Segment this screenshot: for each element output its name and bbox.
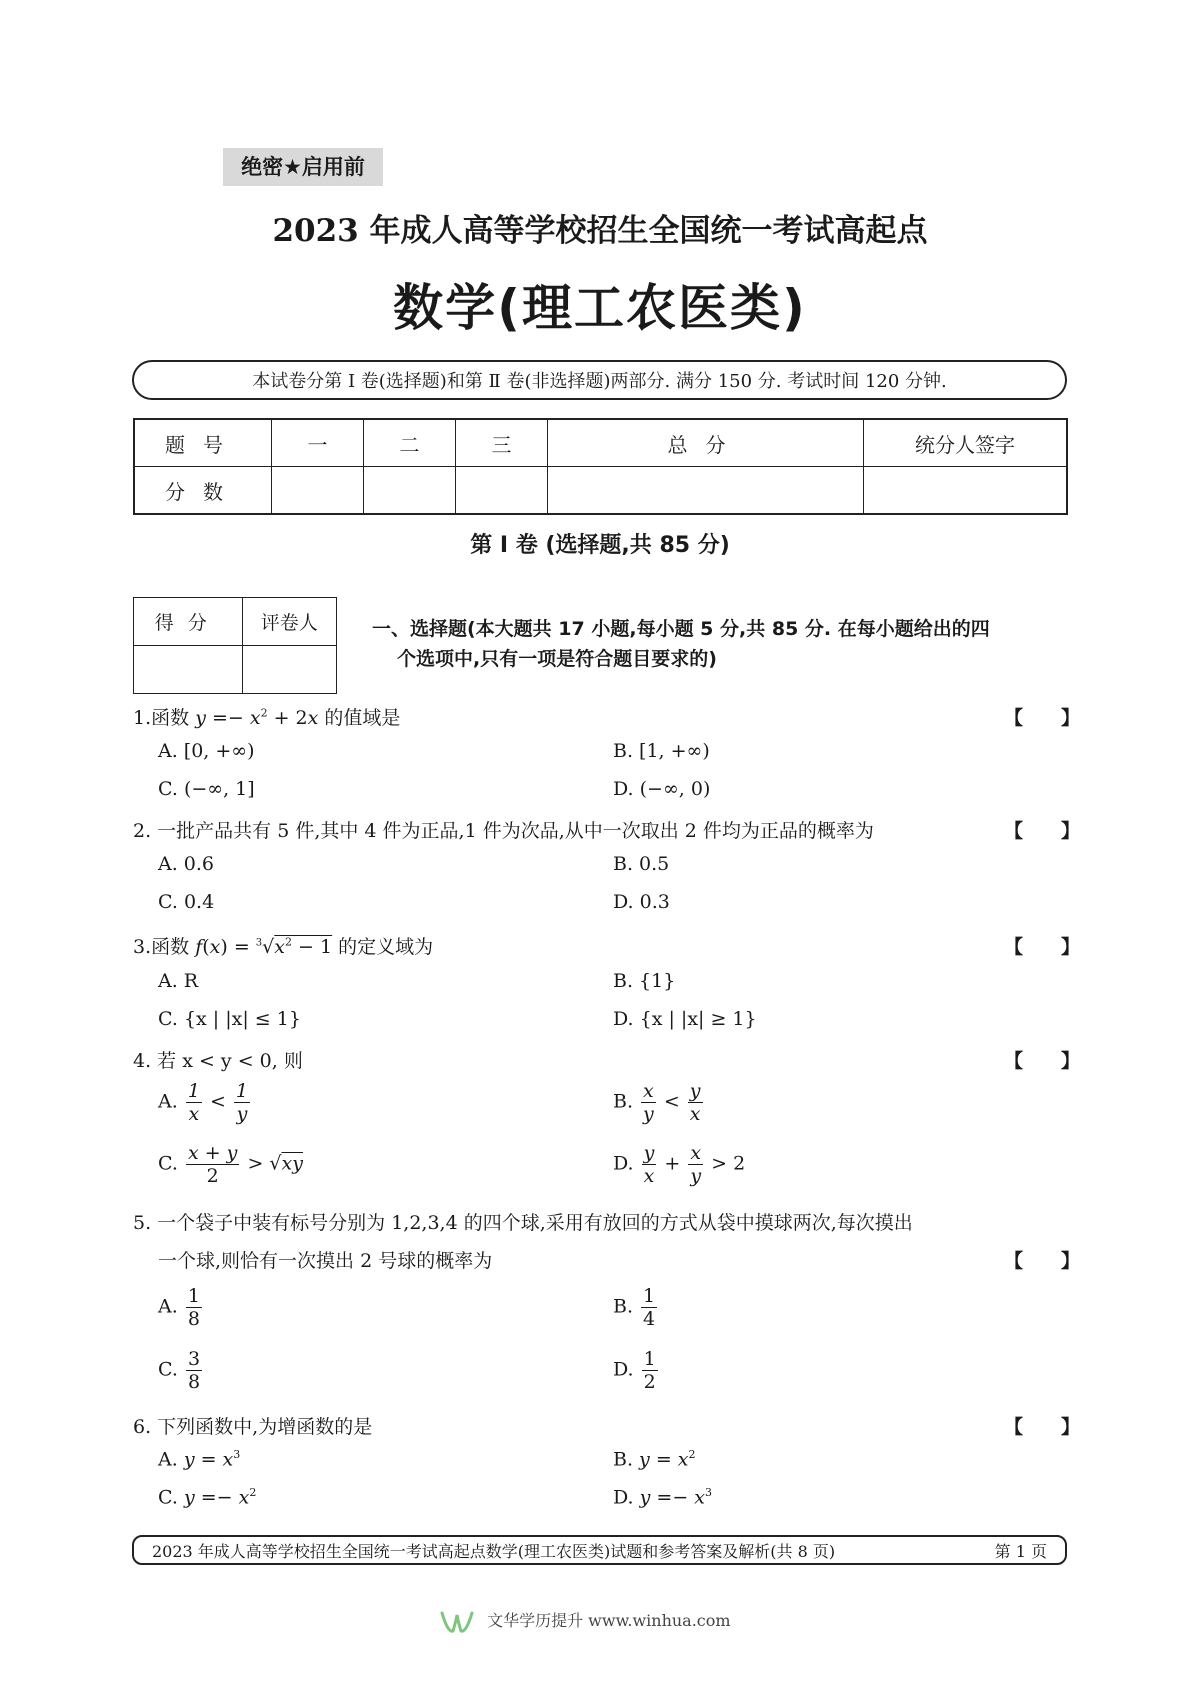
grader-name-cell	[242, 646, 336, 694]
option-b[interactable]: B. $\frac{1}{4}$	[613, 1285, 656, 1330]
section-title: 第 Ⅰ 卷 (选择题,共 85 分)	[470, 533, 730, 558]
score-table-header: 一	[272, 419, 364, 467]
option-d[interactable]: D. (−∞, 0)	[613, 778, 711, 800]
option-c[interactable]: C. (−∞, 1]	[158, 778, 255, 800]
score-table-header: 二	[364, 419, 456, 467]
option-a[interactable]: A. 0.6	[158, 853, 215, 875]
grader-box	[133, 597, 337, 694]
option-c[interactable]: C. 0.4	[158, 891, 215, 913]
part-one-instructions	[372, 614, 1072, 674]
option-d[interactable]: D. {x | |x| ≥ 1}	[613, 1008, 757, 1030]
question-5-stem-line1: 5. 一个袋子中装有标号分别为 1,2,3,4 的四个球,采用有放回的方式从袋中摸球两次,每次摸出	[133, 1212, 913, 1234]
answer-bracket[interactable]: 【 】	[1004, 1416, 1081, 1438]
option-d[interactable]: D. $\frac{y}{x}$ + $\frac{x}{y}$ > 2	[613, 1142, 746, 1187]
question-6-stem: 6. 下列函数中,为增函数的是	[133, 1416, 373, 1438]
answer-bracket[interactable]: 【 】	[1004, 1050, 1081, 1072]
question-3-stem: 3.函数 $f(x) = ^3√x^2 - 1$ 的定义域为	[133, 935, 434, 958]
answer-bracket[interactable]: 【 】	[1004, 936, 1081, 958]
option-d[interactable]: D. $y =- x^3$	[613, 1486, 713, 1509]
watermark-text: 文华学历提升 www.winhua.com	[487, 1611, 731, 1630]
exam-intro: 本试卷分第 Ⅰ 卷(选择题)和第 Ⅱ 卷(非选择题)两部分. 满分 150 分. 考试时间 120 分钟.	[132, 360, 1067, 400]
part-one-line2: 个选项中,只有一项是符合题目要求的)	[397, 648, 717, 670]
watermark	[440, 1608, 731, 1635]
score-cell	[548, 467, 864, 515]
grader-name-label: 评卷人	[242, 598, 336, 646]
part-one-line1: 一、选择题(本大题共 17 小题,每小题 5 分,共 85 分. 在每小题给出的四	[372, 618, 990, 640]
option-b[interactable]: B. {1}	[613, 970, 676, 992]
subject-title: 数学(理工农医类)	[393, 279, 807, 337]
answer-bracket[interactable]: 【 】	[1004, 1250, 1081, 1272]
grader-score-cell	[134, 646, 243, 694]
score-cell	[456, 467, 548, 515]
option-c[interactable]: C. $\frac{3}{8}$	[158, 1348, 201, 1393]
score-table	[133, 418, 1068, 515]
question-2-stem: 2. 一批产品共有 5 件,其中 4 件为正品,1 件为次品,从中一次取出 2 件均为正品的概率为	[133, 820, 874, 842]
option-b[interactable]: B. 0.5	[613, 853, 670, 875]
option-a[interactable]: A. $\frac{1}{x}$ < $\frac{1}{y}$	[158, 1080, 248, 1125]
option-a[interactable]: A. $y = x^3$	[158, 1448, 241, 1471]
score-cell	[864, 467, 1068, 515]
winhua-logo-icon	[440, 1609, 474, 1635]
option-d[interactable]: D. 0.3	[613, 891, 670, 913]
footer-text: 2023 年成人高等学校招生全国统一考试高起点数学(理工农医类)试题和参考答案及解析(共 8 页)	[152, 1542, 836, 1561]
page-footer	[132, 1535, 1067, 1565]
score-cell	[364, 467, 456, 515]
score-table-header: 统分人签字	[864, 419, 1068, 467]
grader-score-label: 得分	[134, 598, 243, 646]
score-table-header: 总分	[548, 419, 864, 467]
option-b[interactable]: B. $y = x^2$	[613, 1448, 696, 1471]
option-a[interactable]: A. R	[158, 970, 199, 992]
exam-title: 2023 年成人高等学校招生全国统一考试高起点	[272, 213, 928, 249]
answer-bracket[interactable]: 【 】	[1004, 707, 1081, 729]
score-table-row-label: 分数	[134, 467, 272, 515]
option-d[interactable]: D. $\frac{1}{2}$	[613, 1348, 656, 1393]
score-table-header: 三	[456, 419, 548, 467]
option-c[interactable]: C. $y =- x^2$	[158, 1486, 257, 1509]
page-number: 第 1 页	[994, 1542, 1047, 1561]
question-1-stem: 1.函数 $y =- x^2 + 2x$ 的值域是	[133, 706, 401, 729]
option-a[interactable]: A. $\frac{1}{8}$	[158, 1285, 200, 1330]
score-table-header: 题号	[134, 419, 272, 467]
option-a[interactable]: A. [0, +∞)	[158, 740, 255, 762]
secret-label: 绝密★启用前	[223, 148, 383, 186]
question-5-stem-line2: 一个球,则恰有一次摸出 2 号球的概率为	[158, 1250, 493, 1272]
answer-bracket[interactable]: 【 】	[1004, 820, 1081, 842]
score-cell	[272, 467, 364, 515]
option-c[interactable]: C. $\frac{x + y}{2}$ > √xy	[158, 1142, 303, 1187]
option-c[interactable]: C. {x | |x| ≤ 1}	[158, 1008, 301, 1030]
question-4-stem: 4. 若 x < y < 0, 则	[133, 1050, 303, 1072]
option-b[interactable]: B. [1, +∞)	[613, 740, 710, 762]
option-b[interactable]: B. $\frac{x}{y}$ < $\frac{y}{x}$	[613, 1080, 701, 1125]
